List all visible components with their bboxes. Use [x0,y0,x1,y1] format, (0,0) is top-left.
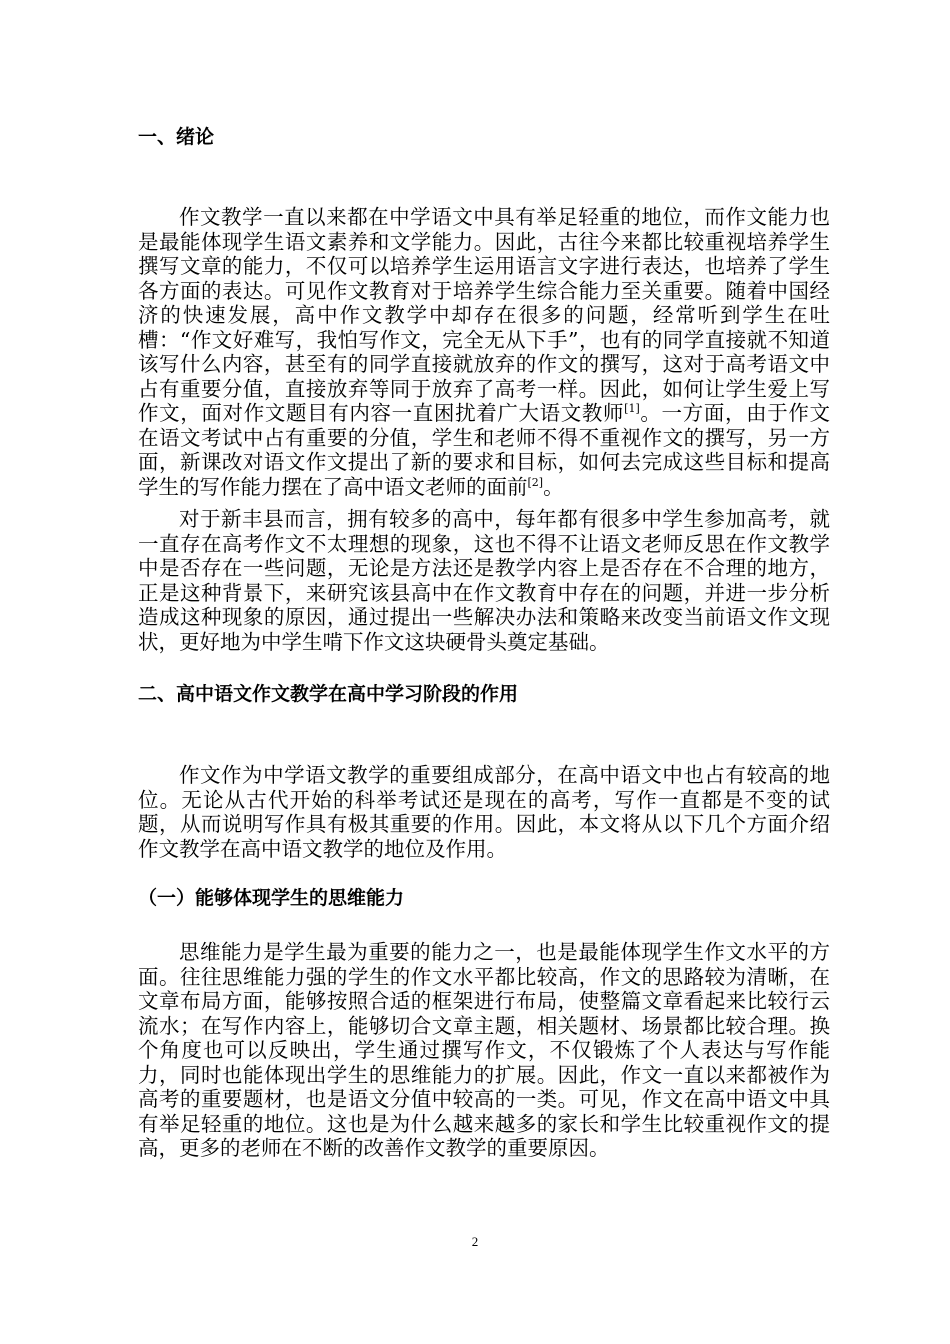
role-paragraph-1: 作文作为中学语文教学的重要组成部分，在高中语文中也占有较高的地位。无论从古代开始的科举考试还是现在的高考，写作一直都是不变的试题，从而说明写作具有极其重要的作用。因此，本文将从以下几个方面介绍作文教学在高中语文教学的地位及作用。 [138,763,830,861]
section-heading-role: 二、高中语文作文教学在高中学习阶段的作用 [138,683,519,705]
intro-paragraph-1-end: 。 [543,474,564,499]
intro-paragraph-1-text: 作文教学一直以来都在中学语文中具有举足轻重的地位，而作文能力也是最能体现学生语文素养和文学能力。因此，古往今来都比较重视培养学生撰写文章的能力，不仅可以培养学生运用语言文字进行表达，也培养了学生各方面的表达。可见作文教育对于培养学生综合能力至关重要。随着中国经济的快速发展，高中作文教学中却存在很多的问题，经常听到学生在吐槽：“作文好难写，我怕写作文，完全无从下手”，也有的同学直接就不知道该写什么内容，甚至有的同学直接就放弃的作文的撰写，这对于高考语文中占有重要分值，直接放弃等同于放弃了高考一样。因此，如何让学生爱上写作文，面对作文题目有内容一直困扰着广大语文教师 [138,205,830,425]
section-heading-introduction: 一、绪论 [138,126,215,148]
intro-paragraph-1 [138,205,830,499]
thinking-paragraph: 思维能力是学生最为重要的能力之一，也是最能体现学生作文水平的方面。往往思维能力强的学生的作文水平都比较高，作文的思路较为清晰，在文章布局方面，能够按照合适的框架进行布局，使整篇文章看起来比较行云流水；在写作内容上，能够切合文章主题，相关题材、场景都比较合理。换个角度也可以反映出，学生通过撰写作文，不仅锻炼了个人表达与写作能力，同时也能体现出学生的思维能力的扩展。因此，作文一直以来都被作为高考的重要题材，也是语文分值中较高的一类。可见，作文在高中语文中具有举足轻重的地位。这也是为什么越来越多的家长和学生比较重视作文的提高，更多的老师在不断的改善作文教学的重要原因。 [138,940,830,1160]
page-number: 2 [471,1234,479,1249]
citation-1: [1] [624,402,640,416]
subsection-heading-thinking: （一）能够体现学生的思维能力 [138,887,405,909]
intro-paragraph-1-text-2: 。一方面，由于作文在语文考试中占有重要的分值，学生和老师不得不重视作文的撰写，另一方面，新课改对语文作文提出了新的要求和目标，如何去完成这些目标和提高学生的写作能力摆在了高中语文老师的面前 [138,401,831,499]
citation-2: [2] [527,475,544,489]
intro-paragraph-2: 对于新丰县而言，拥有较多的高中，每年都有很多中学生参加高考，就一直存在高考作文不太理想的现象，这也不得不让语文老师反思在作文教学中是否存在一些问题，无论是方法还是教学内容上是否存在不合理的地方，正是这种背景下，来研究该县高中在作文教育中存在的问题，并进一步分析造成这种现象的原因，通过提出一些解决办法和策略来改变当前语文作文现状，更好地为中学生啃下作文这块硬骨头奠定基础。 [138,507,830,654]
